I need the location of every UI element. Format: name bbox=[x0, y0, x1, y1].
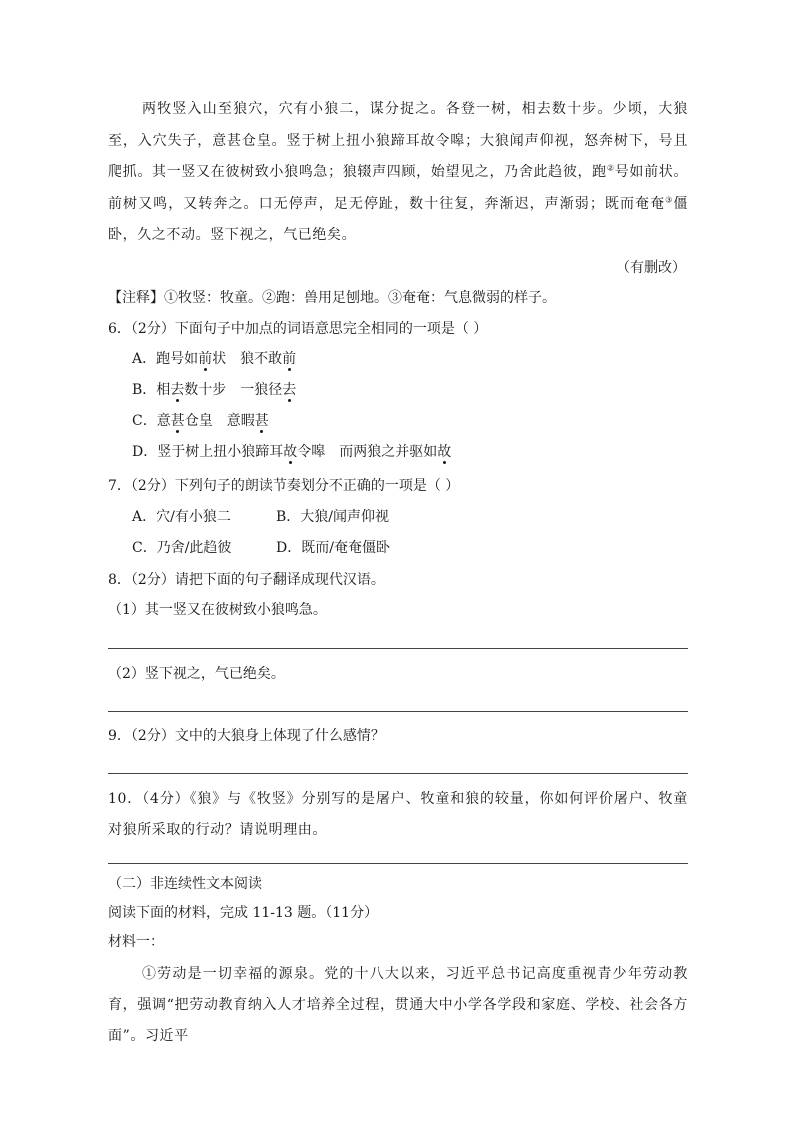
question-7-option-c[interactable]: C．乃舍/此趋彼 bbox=[132, 540, 232, 556]
option-text: 意 bbox=[156, 413, 171, 429]
option-text: 竖于树上扭小狼蹄耳 bbox=[157, 444, 284, 460]
question-7-option-b[interactable]: B．大狼/闻声仰视 bbox=[276, 509, 390, 525]
answer-line-8-2[interactable] bbox=[108, 711, 688, 712]
passage-text-part3: 僵卧，久之不动。竖下视之，气已绝矣。 bbox=[108, 195, 688, 243]
option-text: 意暇 bbox=[226, 413, 255, 429]
option-text: 而两狼之并驱如 bbox=[339, 444, 438, 460]
question-6-option-d[interactable] bbox=[132, 442, 451, 462]
dotted-word: 前 bbox=[282, 351, 297, 367]
question-10-stem: 10．（4分）《狼》与《牧竖》分别写的是屠户、牧童和狼的较量，你如何评价屠户、牧童对狼所采取的行动？请说明理由。 bbox=[108, 791, 688, 838]
question-7-stem: 7．（2分）下列句子的朗读节奏划分不正确的一项是（ ） bbox=[108, 478, 460, 494]
dotted-word: 故 bbox=[283, 444, 298, 460]
dotted-word: 甚 bbox=[254, 413, 269, 429]
option-label: B． bbox=[132, 382, 157, 398]
option-text: 数十步 bbox=[184, 382, 227, 398]
dotted-word: 甚 bbox=[170, 413, 185, 429]
passage-source: （有删改） bbox=[616, 260, 686, 276]
passage-paragraph bbox=[108, 94, 688, 252]
answer-line-10[interactable] bbox=[108, 863, 688, 864]
option-label: D． bbox=[132, 444, 158, 460]
question-6-option-a[interactable] bbox=[132, 349, 296, 369]
question-6-option-b[interactable] bbox=[132, 380, 296, 400]
question-9-stem: 9．（2分）文中的大狼身上体现了什么感情？ bbox=[108, 728, 385, 744]
dotted-word: 前 bbox=[198, 351, 213, 367]
footnote-marker-2: ② bbox=[606, 163, 615, 173]
footnote-marker-3: ③ bbox=[665, 194, 674, 204]
passage-text-part2: 号如前状。前树又鸣，又转奔之。口无停声，足无停趾，数十往复，奔渐迟，声渐弱；既而奄奄 bbox=[108, 164, 689, 212]
section-instruction: 阅读下面的材料，完成 11-13 题。（11分） bbox=[108, 905, 379, 921]
section-heading: （二）非连续性文本阅读 bbox=[108, 876, 262, 892]
material-paragraph: ①劳动是一切幸福的源泉。党的十八大以来，习近平总书记高度重视青少年劳动教育，强调“把劳动教育纳入人才培养全过程，贯通大中小学各学段和家庭、学校、社会各方面”。习近平 bbox=[108, 966, 688, 1044]
question-8-sentence-1: （1）其一竖又在彼树致小狼鸣急。 bbox=[108, 602, 327, 618]
material-label: 材料一： bbox=[108, 934, 164, 950]
option-text: 一狼径 bbox=[240, 382, 283, 398]
answer-line-8-1[interactable] bbox=[108, 648, 688, 649]
question-8-stem: 8．（2分）请把下面的句子翻译成现代汉语。 bbox=[108, 572, 385, 588]
dotted-word: 去 bbox=[170, 382, 185, 398]
dotted-word: 去 bbox=[282, 382, 297, 398]
passage-notes: 【注释】①牧竖：牧童。②跑：兽用足刨地。③奄奄：气息微弱的样子。 bbox=[108, 290, 556, 306]
question-6-option-c[interactable] bbox=[132, 411, 269, 431]
option-text: 相 bbox=[156, 382, 171, 398]
passage-text-part1: 两牧竖入山至狼穴，穴有小狼二，谋分捉之。各登一树，相去数十步。少顷，大狼至，入穴失子，意甚仓皇。竖于树上扭小狼蹄耳故令嗥；大狼闻声仰视，怒奔树下，号且爬抓。其一竖又在彼树致小狼鸣急；狼辍声四顾，始望见之，乃舍此趋彼，跑 bbox=[108, 101, 688, 180]
option-label: C． bbox=[132, 413, 157, 429]
dotted-word: 故 bbox=[437, 444, 452, 460]
question-7-option-a[interactable]: A．穴/有小狼二 bbox=[132, 509, 231, 525]
option-text: 仓皇 bbox=[184, 413, 213, 429]
option-text: 状 bbox=[212, 351, 227, 367]
question-8-sentence-2: （2）竖下视之，气已绝矣。 bbox=[108, 666, 285, 682]
option-text: 狼不敢 bbox=[240, 351, 283, 367]
answer-line-9[interactable] bbox=[108, 773, 688, 774]
question-7-option-d[interactable]: D．既而/奄奄僵卧 bbox=[276, 540, 390, 556]
option-label: A． bbox=[132, 351, 157, 367]
option-text: 跑号如 bbox=[156, 351, 199, 367]
option-text: 令嗥 bbox=[297, 444, 326, 460]
question-6-stem: 6．（2分）下面句子中加点的词语意思完全相同的一项是（ ） bbox=[108, 321, 488, 337]
